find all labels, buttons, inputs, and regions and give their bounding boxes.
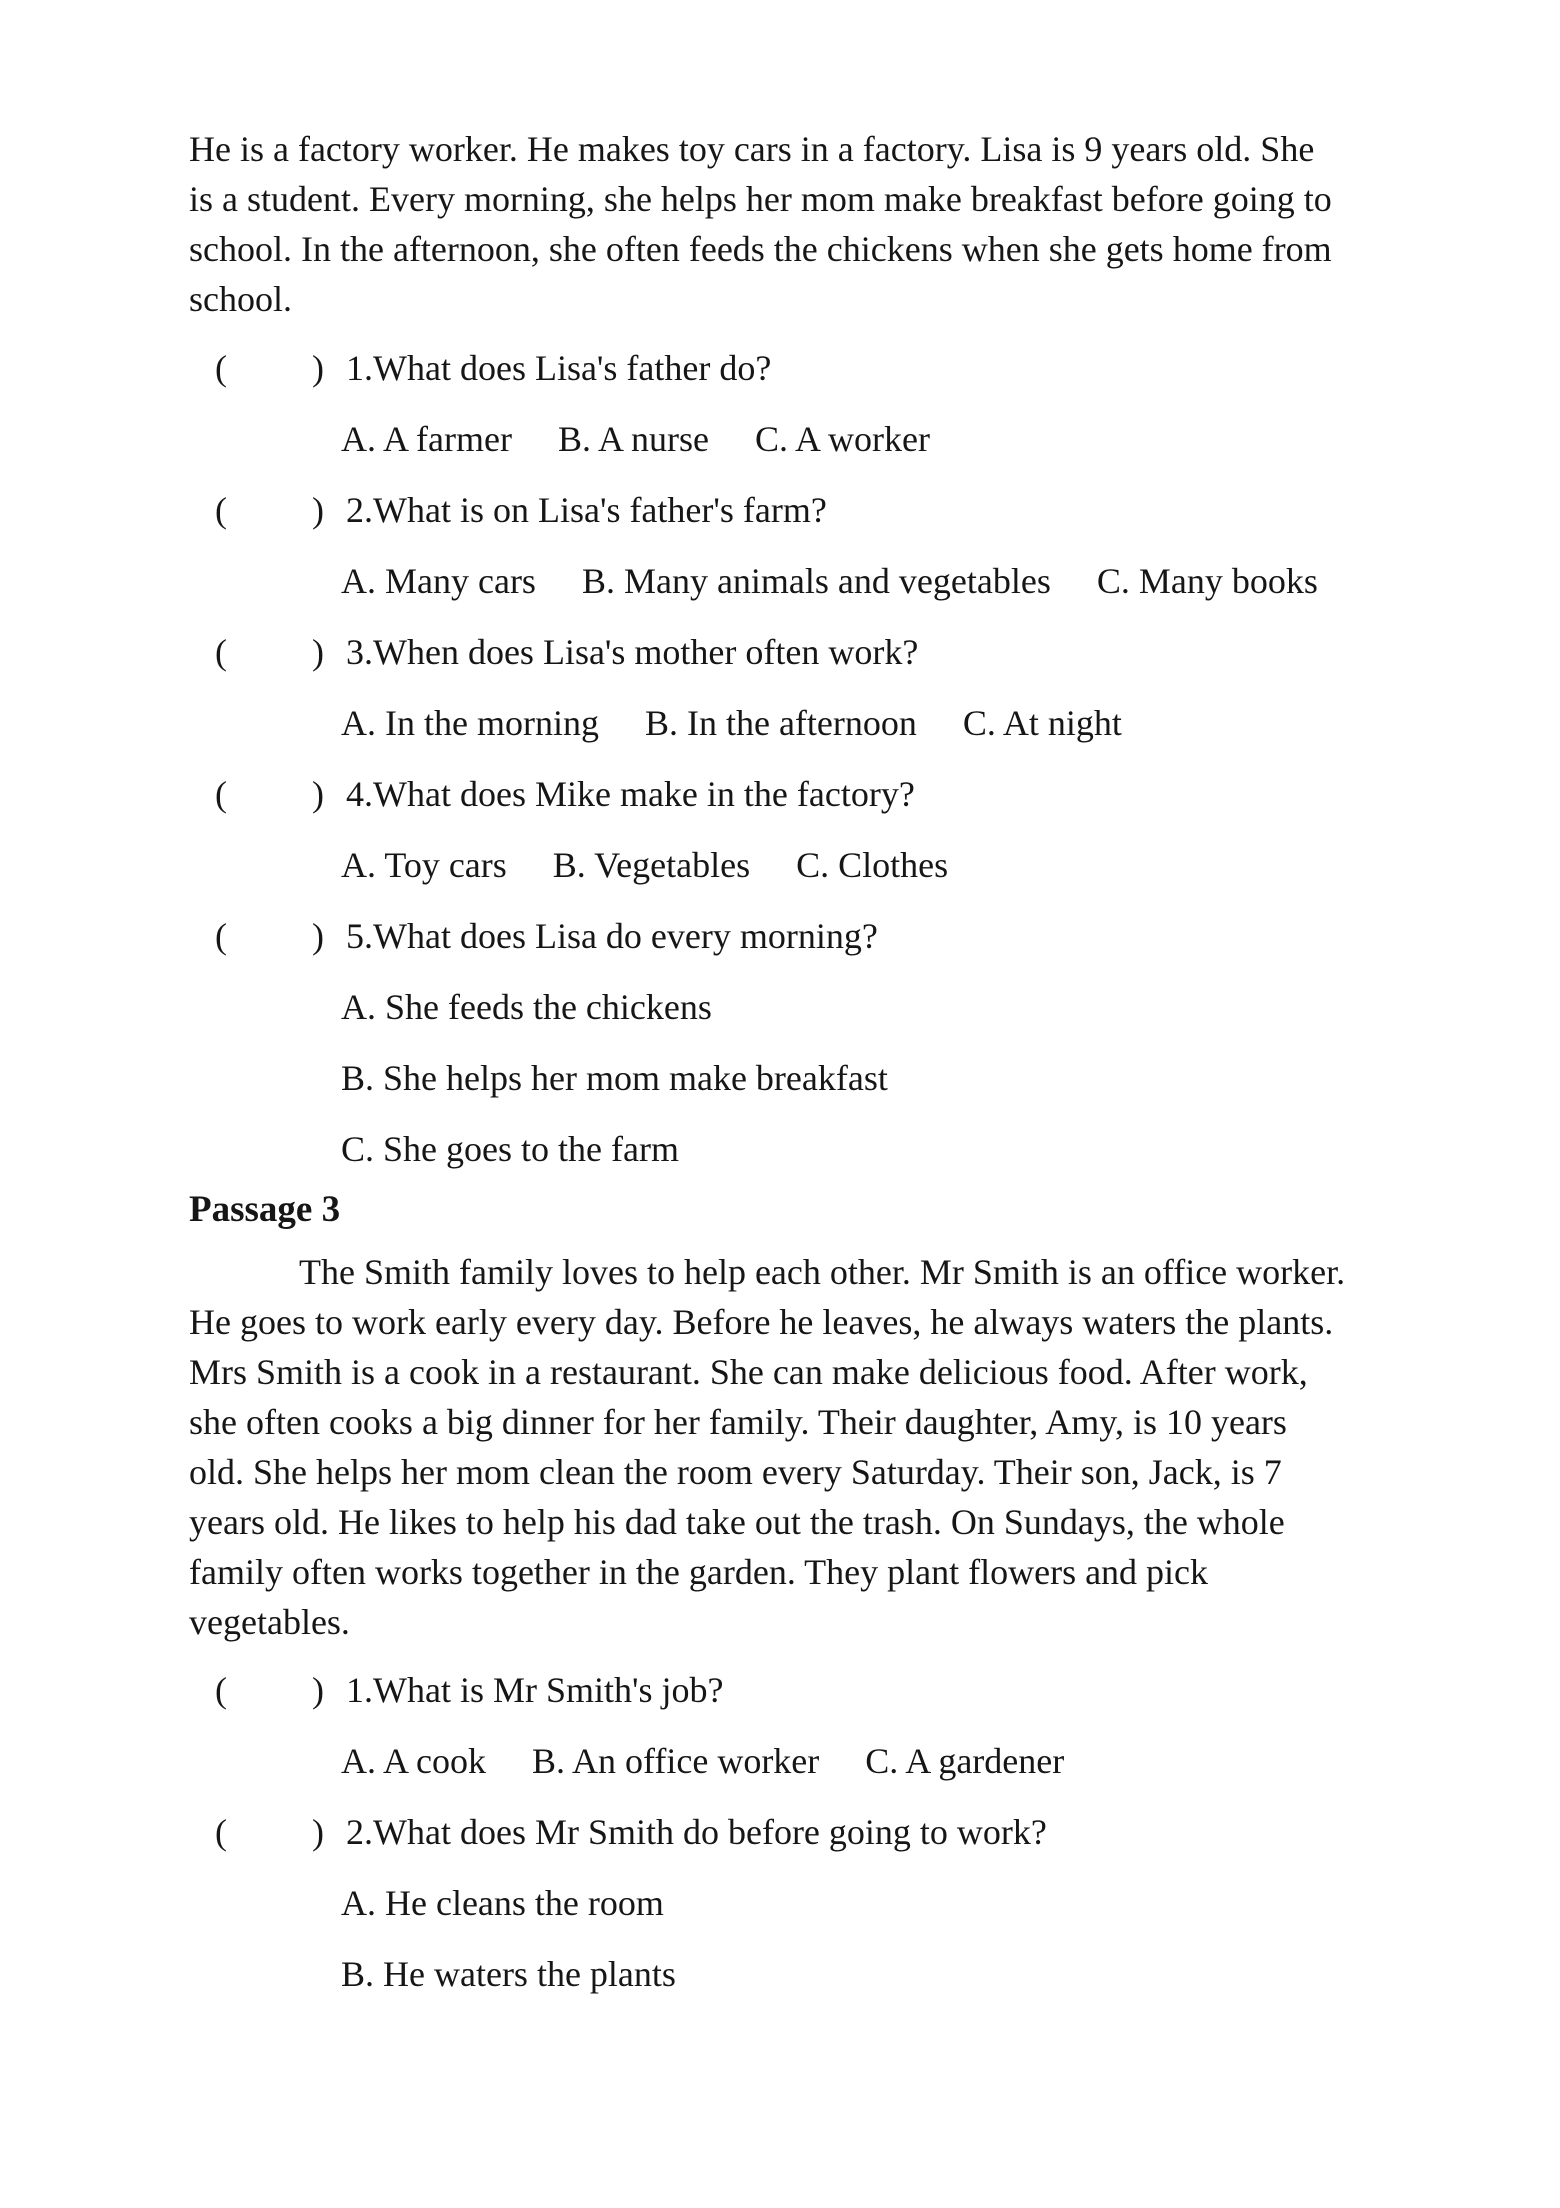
question-5 [189,901,1520,972]
question-4-options [189,830,1520,901]
answer-bracket-close: ) [312,774,324,814]
option-a: A. Toy cars [341,845,507,885]
paragraph-line: old. She helps her mom clean the room every Saturday. Their son, Jack, is 7 [189,1452,1282,1492]
option-c: C. Many books [1096,561,1318,601]
answer-bracket-open: ( [215,1670,227,1710]
option-a: A. A cook [341,1741,487,1781]
question-1 [189,1655,1520,1726]
option-c: C. A worker [754,419,930,459]
answer-bracket-close: ) [312,632,324,672]
question-text: 1.What does Lisa's father do? [346,348,772,388]
paragraph-line: vegetables. [189,1602,350,1642]
question-text: 1.What is Mr Smith's job? [346,1670,724,1710]
answer-bracket-open: ( [215,774,227,814]
passage3-questions [189,1655,1520,2010]
paragraph-line: years old. He likes to help his dad take out the trash. On Sundays, the whole [189,1502,1285,1542]
passage2-paragraph [189,124,1520,324]
option-a: A. A farmer [341,419,512,459]
page-content [0,124,1560,2010]
option-c: C. She goes to the farm [341,1129,679,1169]
question-text: 5.What does Lisa do every morning? [346,916,878,956]
answer-bracket-open: ( [215,916,227,956]
option-c: C. A gardener [865,1741,1065,1781]
option-a: A. She feeds the chickens [341,987,712,1027]
option-b: B. In the afternoon [644,703,917,743]
option-b: B. A nurse [557,419,709,459]
question-text: 2.What does Mr Smith do before going to work? [346,1812,1047,1852]
question-4 [189,759,1520,830]
paragraph-line: Mrs Smith is a cook in a restaurant. She can make delicious food. After work, [189,1352,1308,1392]
option-b: B. Many animals and vegetables [581,561,1051,601]
question-1 [189,333,1520,404]
question-2 [189,475,1520,546]
option-b: B. An office worker [532,1741,820,1781]
paragraph-line: He goes to work early every day. Before he leaves, he always waters the plants. [189,1302,1334,1342]
question-1-options [189,1726,1520,1797]
question-2-option-a [189,1868,1520,1939]
answer-bracket-close: ) [312,916,324,956]
option-a: A. In the morning [341,703,599,743]
question-text: 3.When does Lisa's mother often work? [346,632,919,672]
answer-bracket-open: ( [215,632,227,672]
passage3-paragraph [189,1247,1520,1647]
answer-bracket-close: ) [312,1670,324,1710]
answer-bracket-open: ( [215,490,227,530]
answer-bracket-close: ) [312,348,324,388]
paragraph-line: He is a factory worker. He makes toy cars in a factory. Lisa is 9 years old. She [189,129,1315,169]
option-b: B. She helps her mom make breakfast [341,1058,888,1098]
question-5-option-b [189,1043,1520,1114]
option-a: A. Many cars [341,561,536,601]
option-c: C. Clothes [796,845,949,885]
question-3 [189,617,1520,688]
option-a: A. He cleans the room [341,1883,664,1923]
option-c: C. At night [962,703,1122,743]
question-5-option-c [189,1114,1520,1185]
paragraph-line: school. In the afternoon, she often feeds the chickens when she gets home from [189,229,1332,269]
option-b: B. Vegetables [552,845,751,885]
question-text: 2.What is on Lisa's father's farm? [346,490,827,530]
paragraph-line: she often cooks a big dinner for her family. Their daughter, Amy, is 10 years [189,1402,1287,1442]
answer-bracket-open: ( [215,348,227,388]
option-b: B. He waters the plants [341,1954,676,1994]
question-3-options [189,688,1520,759]
passage2-questions [189,333,1520,1185]
question-5-option-a [189,972,1520,1043]
paragraph-line: family often works together in the garden. They plant flowers and pick [189,1552,1209,1592]
answer-bracket-close: ) [312,490,324,530]
question-text: 4.What does Mike make in the factory? [346,774,915,814]
answer-bracket-close: ) [312,1812,324,1852]
question-2-options [189,546,1520,617]
question-2 [189,1797,1520,1868]
paragraph-line: is a student. Every morning, she helps her mom make breakfast before going to [189,179,1332,219]
question-1-options [189,404,1520,475]
paragraph-line: The Smith family loves to help each other. Mr Smith is an office worker. [299,1252,1346,1292]
answer-bracket-open: ( [215,1812,227,1852]
question-2-option-b [189,1939,1520,2010]
paragraph-line: school. [189,279,292,319]
passage3-heading: Passage 3 [189,1189,341,1230]
